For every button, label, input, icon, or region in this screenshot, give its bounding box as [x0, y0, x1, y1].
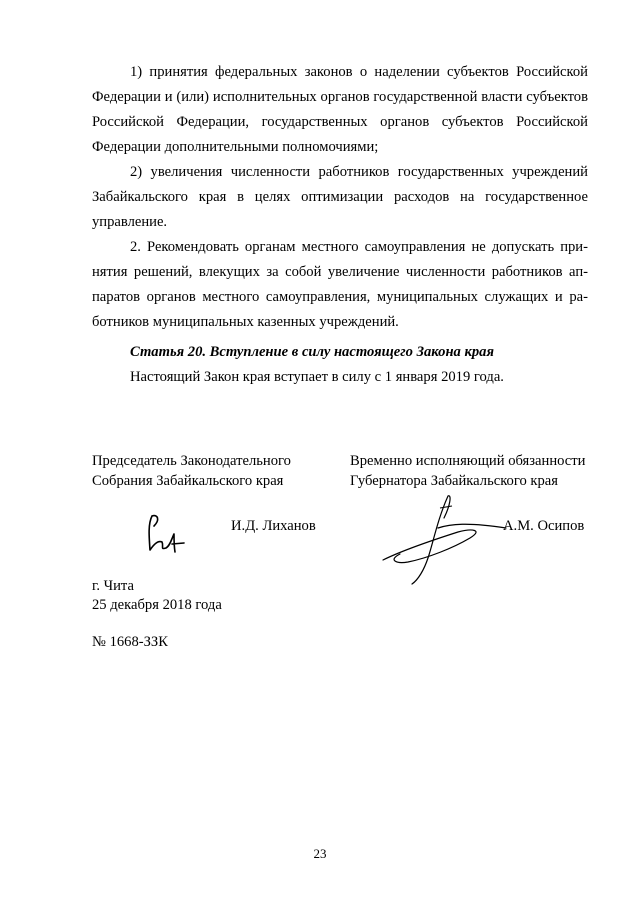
right-signatory-title — [350, 451, 585, 491]
law-number: № 1668-ЗЗК — [92, 634, 168, 650]
right-signatory-name: А.М. Осипов — [503, 518, 585, 534]
signing-date: 25 декабря 2018 года — [92, 597, 222, 613]
place-and-date — [92, 577, 222, 615]
city: г. Чита — [92, 578, 134, 594]
document-body — [92, 60, 588, 390]
paragraph-section-2: 2. Рекомендовать органам местного самоуправления не допускать принятия решений, влекущих за собой увеличение численности работников аппаратов органов местного самоуправления, муниципальных служащих и работников муниципальных казенных учреждений. — [92, 239, 588, 330]
left-title-line-2: Собрания Забайкальского края — [92, 473, 284, 489]
paragraph-effective-date: Настоящий Закон края вступает в силу с 1 января 2019 года. — [130, 369, 504, 385]
right-title-line-2: Губернатора Забайкальского края — [350, 473, 558, 489]
article-heading: Статья 20. Вступление в силу настоящего Закона края — [130, 344, 494, 360]
right-signature-image — [378, 488, 508, 588]
left-signatory-title — [92, 451, 291, 491]
left-title-line-1: Председатель Законодательного — [92, 453, 291, 469]
paragraph-item-1: 1) принятия федеральных законов о наделении субъектов Российской Федерации и (или) исполнительных органов государственной власти субъектов Российской Федерации, государственных органов субъектов Российской Федерации дополнительными полномочиями; — [92, 64, 588, 155]
paragraph-item-2: 2) увеличения численности работников государственных учреждений Забайкальского края в целях оптимизации расходов на государственное управление. — [92, 164, 588, 230]
left-signatory-name: И.Д. Лиханов — [231, 518, 316, 534]
page-number: 23 — [313, 846, 327, 861]
right-title-line-1: Временно исполняющий обязанности — [350, 453, 586, 469]
left-signature-image — [144, 510, 194, 558]
